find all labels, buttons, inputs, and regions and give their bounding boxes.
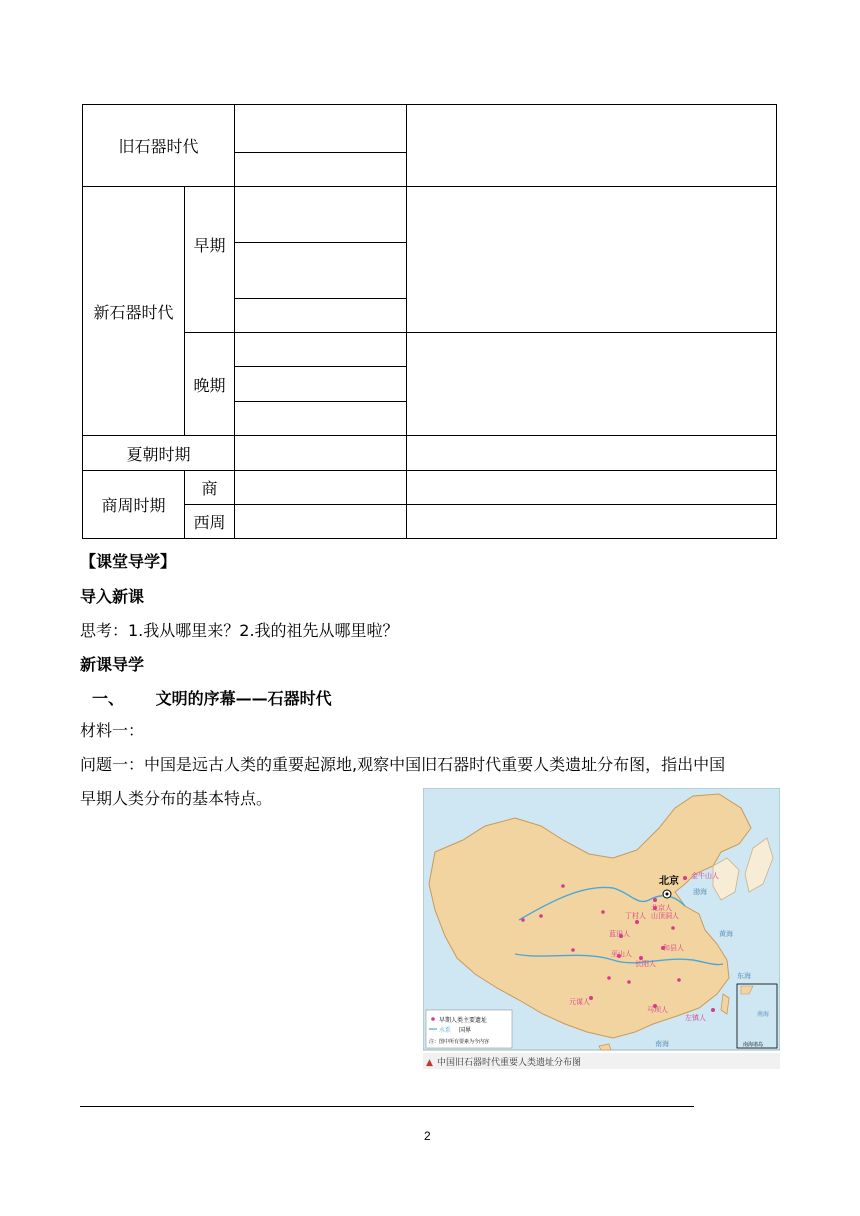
blank-cell[interactable] (407, 471, 777, 505)
blank-cell[interactable] (235, 153, 407, 187)
site-label: 和县人 (663, 944, 684, 952)
site-label: 北京人 (651, 904, 672, 912)
new-lesson-heading: 新课导学 (80, 655, 145, 674)
blank-cell[interactable] (235, 505, 407, 539)
blank-cell[interactable] (235, 402, 407, 436)
blank-cell[interactable] (235, 105, 407, 153)
part-one-number: 一、 (92, 689, 125, 708)
sea-label: 黄海 (719, 930, 733, 938)
section-guide-heading: 【课堂导学】 (80, 552, 177, 571)
site-label: 元谋人 (569, 998, 590, 1006)
blank-cell[interactable] (235, 471, 407, 505)
question-one-line1: 问题一：中国是远古人类的重要起源地,观察中国旧石器时代重要人类遗址分布图，指出中国 (80, 755, 726, 774)
shang-zhou-label: 商周时期 (83, 471, 185, 539)
site-marker (539, 914, 543, 918)
sea-label: 渤海 (693, 888, 707, 896)
legend-note: 注：图中所有要素为今内容 (429, 1039, 490, 1045)
early-label: 早期 (185, 187, 235, 333)
legend-border: 国界 (459, 1027, 472, 1034)
xia-label: 夏朝时期 (83, 436, 235, 471)
blank-cell[interactable] (235, 333, 407, 367)
site-label: 山顶洞人 (651, 912, 679, 920)
history-periods-table (82, 104, 777, 539)
part-one-heading (92, 686, 332, 709)
blank-cell[interactable] (407, 187, 777, 333)
site-label: 巫山人 (611, 950, 632, 958)
site-label: 金牛山人 (691, 872, 719, 880)
part-one-title: 文明的序幕——石器时代 (155, 689, 332, 708)
site-label: 长阳人 (635, 960, 656, 968)
blank-cell[interactable] (235, 243, 407, 299)
intro-heading: 导入新课 (80, 587, 145, 606)
sea-label: 东海 (737, 972, 751, 980)
site-marker (627, 980, 631, 984)
think-question: 思考：1.我从哪里来？2.我的祖先从哪里啦？ (80, 621, 399, 640)
blank-cell[interactable] (407, 436, 777, 471)
site-marker (601, 910, 605, 914)
blank-cell[interactable] (235, 187, 407, 243)
legend-site: 早期人类主要遗址 (439, 1017, 488, 1024)
map-caption: 中国旧石器时代重要人类遗址分布图 (437, 1058, 582, 1068)
site-marker (561, 884, 565, 888)
site-marker (607, 976, 611, 980)
shang-label: 商 (185, 471, 235, 505)
blank-cell[interactable] (407, 505, 777, 539)
page-number: 2 (424, 1129, 431, 1143)
site-label: 蓝田人 (609, 930, 630, 938)
site-marker (711, 1008, 715, 1012)
question-one-line2: 早期人类分布的基本特点。 (80, 789, 273, 808)
western-zhou-label: 西周 (185, 505, 235, 539)
blank-cell[interactable] (407, 105, 777, 187)
sea-label: 南海 (655, 1040, 669, 1048)
site-marker (571, 948, 575, 952)
site-marker (635, 920, 639, 924)
site-marker (653, 898, 657, 902)
site-marker (683, 876, 687, 880)
blank-cell[interactable] (235, 367, 407, 402)
site-marker (671, 926, 675, 930)
beijing-label: 北京 (659, 876, 679, 887)
blank-cell[interactable] (235, 436, 407, 471)
footer-rule (80, 1106, 694, 1107)
legend-river: 水系 (439, 1027, 452, 1034)
site-marker (521, 918, 525, 922)
site-label: 左镇人 (685, 1014, 706, 1022)
map-svg (423, 788, 780, 1069)
caption-triangle: ▲ (426, 1058, 433, 1068)
late-label: 晚期 (185, 333, 235, 436)
blank-cell[interactable] (407, 333, 777, 436)
site-label: 马坝人 (647, 1006, 668, 1014)
paleolithic-label: 旧石器时代 (83, 105, 235, 187)
blank-cell[interactable] (235, 299, 407, 333)
inset-sea-label: 南海 (757, 1011, 770, 1018)
inset-islands-label: 南海诸岛 (743, 1042, 764, 1048)
site-marker (677, 978, 681, 982)
material-one-label: 材料一： (80, 721, 145, 740)
paleolithic-sites-map (423, 788, 780, 1069)
neolithic-label: 新石器时代 (83, 187, 185, 436)
site-label: 丁村人 (625, 912, 646, 920)
